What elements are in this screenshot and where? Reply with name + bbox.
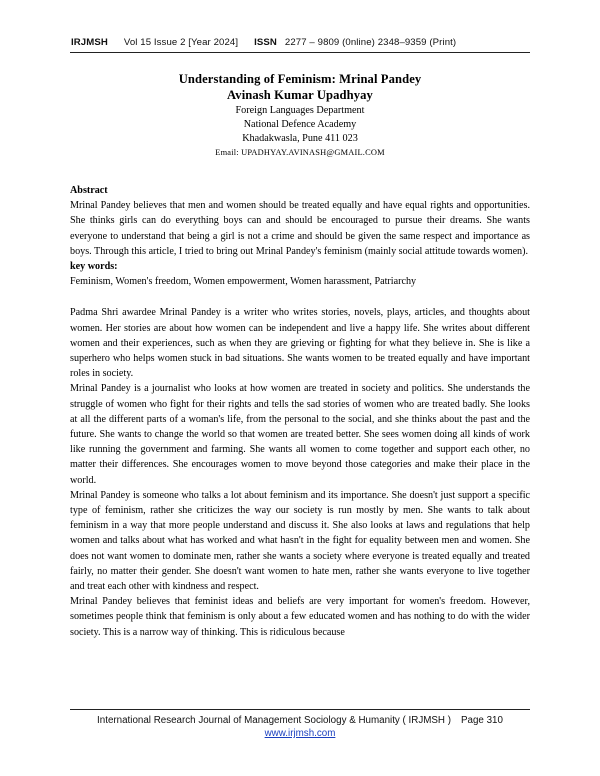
paper-title: Understanding of Feminism: Mrinal Pandey [178, 72, 422, 86]
affiliation-address: Khadakwasla, Pune 411 023 [242, 133, 358, 144]
running-header [71, 37, 541, 48]
volume-issue: Vol 15 Issue 2 [Year 2024] [123, 37, 239, 48]
author-name: Avinash Kumar Upadhyay [227, 88, 373, 102]
title-block [70, 71, 530, 160]
issn-value: 2277 – 9809 (0nline) 2348–9359 (Print) [284, 37, 457, 48]
abstract-text: Mrinal Pandey believes that men and women should be treated equally and have equal rights and opportunities. She thinks girls can do everything boys can and should be encouraged to pursue their dreams. She wants everyone to understand that being a girl is not a crime and should be given the same respect and importance as boys. Through this article, I tried to bring out Mrinal Pandey's feminism (mainly social attitude towards women). [70, 200, 530, 257]
body-paragraph: Mrinal Pandey believes that feminist ideas and beliefs are very important for women's freedom. However, sometimes people think that feminism is only about a few educated women and has nothing to do with the wider society. This is a narrow way of thinking. This is ridiculous because [70, 596, 530, 638]
abstract-heading: Abstract [70, 185, 108, 196]
author-email: Email: UPADHYAY.AVINASH@GMAIL.COM [215, 148, 385, 157]
body-paragraph: Padma Shri awardee Mrinal Pandey is a writer who writes stories, novels, plays, articles, and thoughts about women. Her stories are about how women can be independent and live a happy life. She writes about different women and their experiences, such as when they are grieving or fighting for what they believe in. She is like a superhero who helps women stuck in bad situations. She wants women to be treated equally and have important roles in society. [70, 307, 530, 380]
article-body [70, 183, 530, 640]
section-spacer [70, 289, 530, 305]
affiliation-institution: National Defence Academy [243, 119, 357, 130]
affiliation-department: Foreign Languages Department [235, 105, 365, 116]
issn-label: ISSN [254, 37, 277, 48]
footer-divider [70, 709, 530, 710]
page-footer [70, 714, 530, 740]
journal-website-link[interactable]: www.irjmsh.com [264, 728, 336, 739]
footer-journal-name: International Research Journal of Management Sociology & Humanity ( IRJMSH ) [97, 715, 451, 726]
header-divider [70, 52, 530, 53]
keywords-heading: key words: [70, 261, 118, 273]
keywords-text: Feminism, Women's freedom, Women empowerment, Women harassment, Patriarchy [70, 276, 417, 288]
body-paragraph: Mrinal Pandey is someone who talks a lot about feminism and its importance. She doesn't just support a specific type of feminism, rather she criticizes the way our society is run mostly by men. She wants to talk about feminism in a way that more people understand and discuss it. She also looks at laws and regulations that help women and talks about what has worked and what hasn't in the fight for equality between men and women. She does not want women to dominate men, rather she wants a society where everyone is treated equally and treated fairly, no matter their gender. She doesn't want women to hate men, rather she wants everyone to live together and treat each other with kindness and respect. [70, 489, 530, 593]
journal-abbreviation: IRJMSH [71, 37, 108, 48]
body-paragraph: Mrinal Pandey is a journalist who looks at how women are treated in society and politics. She understands the struggle of women who fight for their rights and tells the sad stories of women who are treated badly. She looks at all the different parts of a woman's life, from the personal to the social, and she thinks about the past and the future. She wants to change the world so that women are treated better. She sees women doing all kinds of work like running the government and farming. She wants all women to come together and support each other, no matter their differences. She encourages women to move beyond those categories and make their place in the world. [70, 383, 530, 486]
page-number: Page 310 [460, 715, 503, 726]
